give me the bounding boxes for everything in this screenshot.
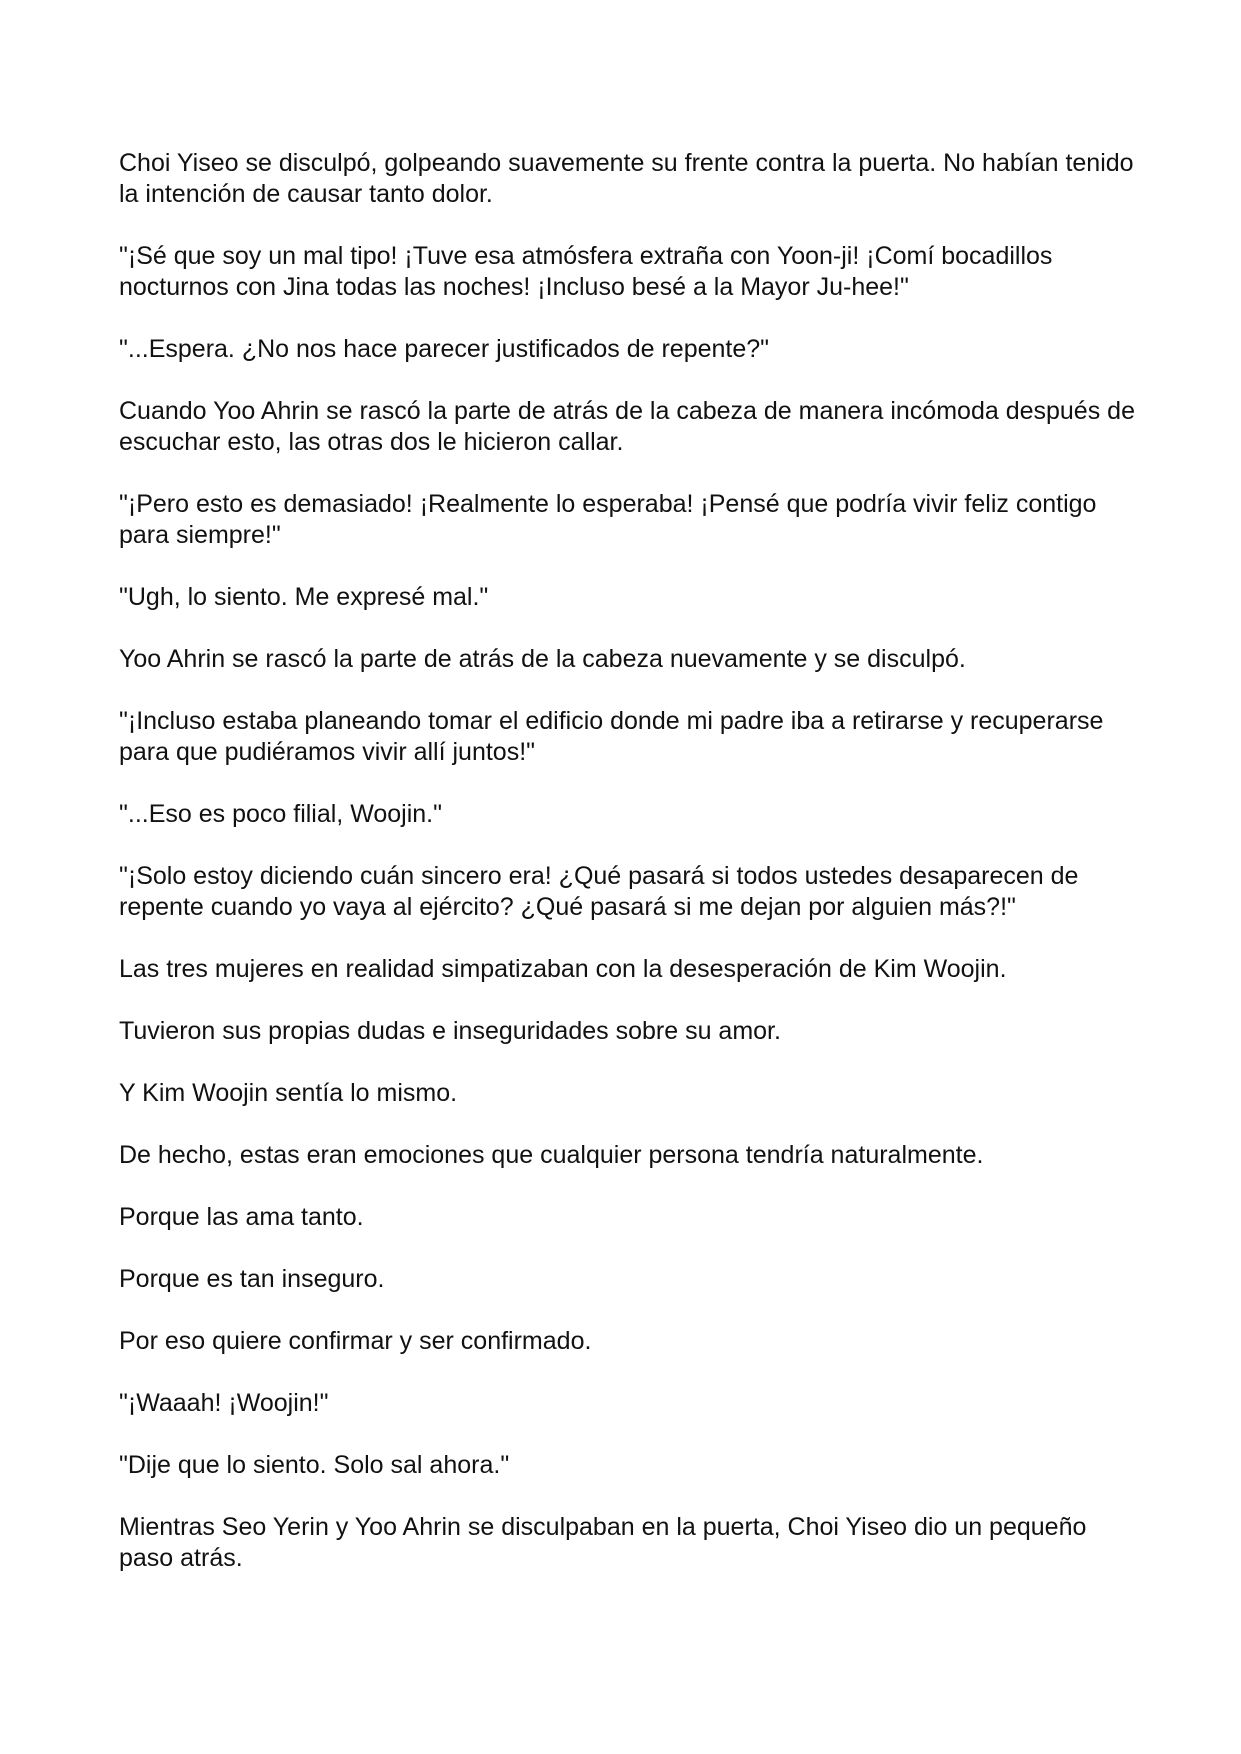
paragraph: Por eso quiere confirmar y ser confirmado. — [119, 1327, 592, 1355]
paragraph: Choi Yiseo se disculpó, golpeando suavemente su frente contra la puerta. No habían tenido la intención de causar tanto dolor. — [119, 149, 1134, 208]
paragraph: De hecho, estas eran emociones que cualquier persona tendría naturalmente. — [119, 1141, 984, 1169]
paragraph: "...Eso es poco filial, Woojin." — [119, 800, 442, 828]
paragraph: "Ugh, lo siento. Me expresé mal." — [119, 583, 489, 611]
paragraph: Las tres mujeres en realidad simpatizaban con la desesperación de Kim Woojin. — [119, 955, 1007, 983]
document-body — [119, 148, 1139, 1605]
paragraph: "Dije que lo siento. Solo sal ahora." — [119, 1451, 510, 1479]
paragraph: Tuvieron sus propias dudas e inseguridades sobre su amor. — [119, 1017, 781, 1045]
paragraph: "¡Sé que soy un mal tipo! ¡Tuve esa atmósfera extraña con Yoon-ji! ¡Comí bocadillos nocturnos con Jina todas las noches! ¡Incluso besé a la Mayor Ju-hee!" — [119, 242, 1053, 301]
paragraph: "¡Pero esto es demasiado! ¡Realmente lo esperaba! ¡Pensé que podría vivir feliz contigo para siempre!" — [119, 490, 1097, 549]
paragraph: Porque es tan inseguro. — [119, 1265, 385, 1293]
paragraph: "¡Incluso estaba planeando tomar el edificio donde mi padre iba a retirarse y recuperarse para que pudiéramos vivir allí juntos!" — [119, 707, 1104, 766]
paragraph: Cuando Yoo Ahrin se rascó la parte de atrás de la cabeza de manera incómoda después de escuchar esto, las otras dos le hicieron callar. — [119, 397, 1135, 456]
paragraph: "¡Solo estoy diciendo cuán sincero era! ¿Qué pasará si todos ustedes desaparecen de repente cuando yo vaya al ejército? ¿Qué pasará si me dejan por alguien más?!" — [119, 862, 1079, 921]
paragraph: Yoo Ahrin se rascó la parte de atrás de la cabeza nuevamente y se disculpó. — [119, 645, 966, 673]
paragraph: "...Espera. ¿No nos hace parecer justificados de repente?" — [119, 335, 770, 363]
paragraph: Y Kim Woojin sentía lo mismo. — [119, 1079, 458, 1107]
paragraph: Mientras Seo Yerin y Yoo Ahrin se disculpaban en la puerta, Choi Yiseo dio un pequeño paso atrás. — [119, 1513, 1087, 1572]
paragraph: "¡Waaah! ¡Woojin!" — [119, 1389, 329, 1417]
paragraph: Porque las ama tanto. — [119, 1203, 364, 1231]
